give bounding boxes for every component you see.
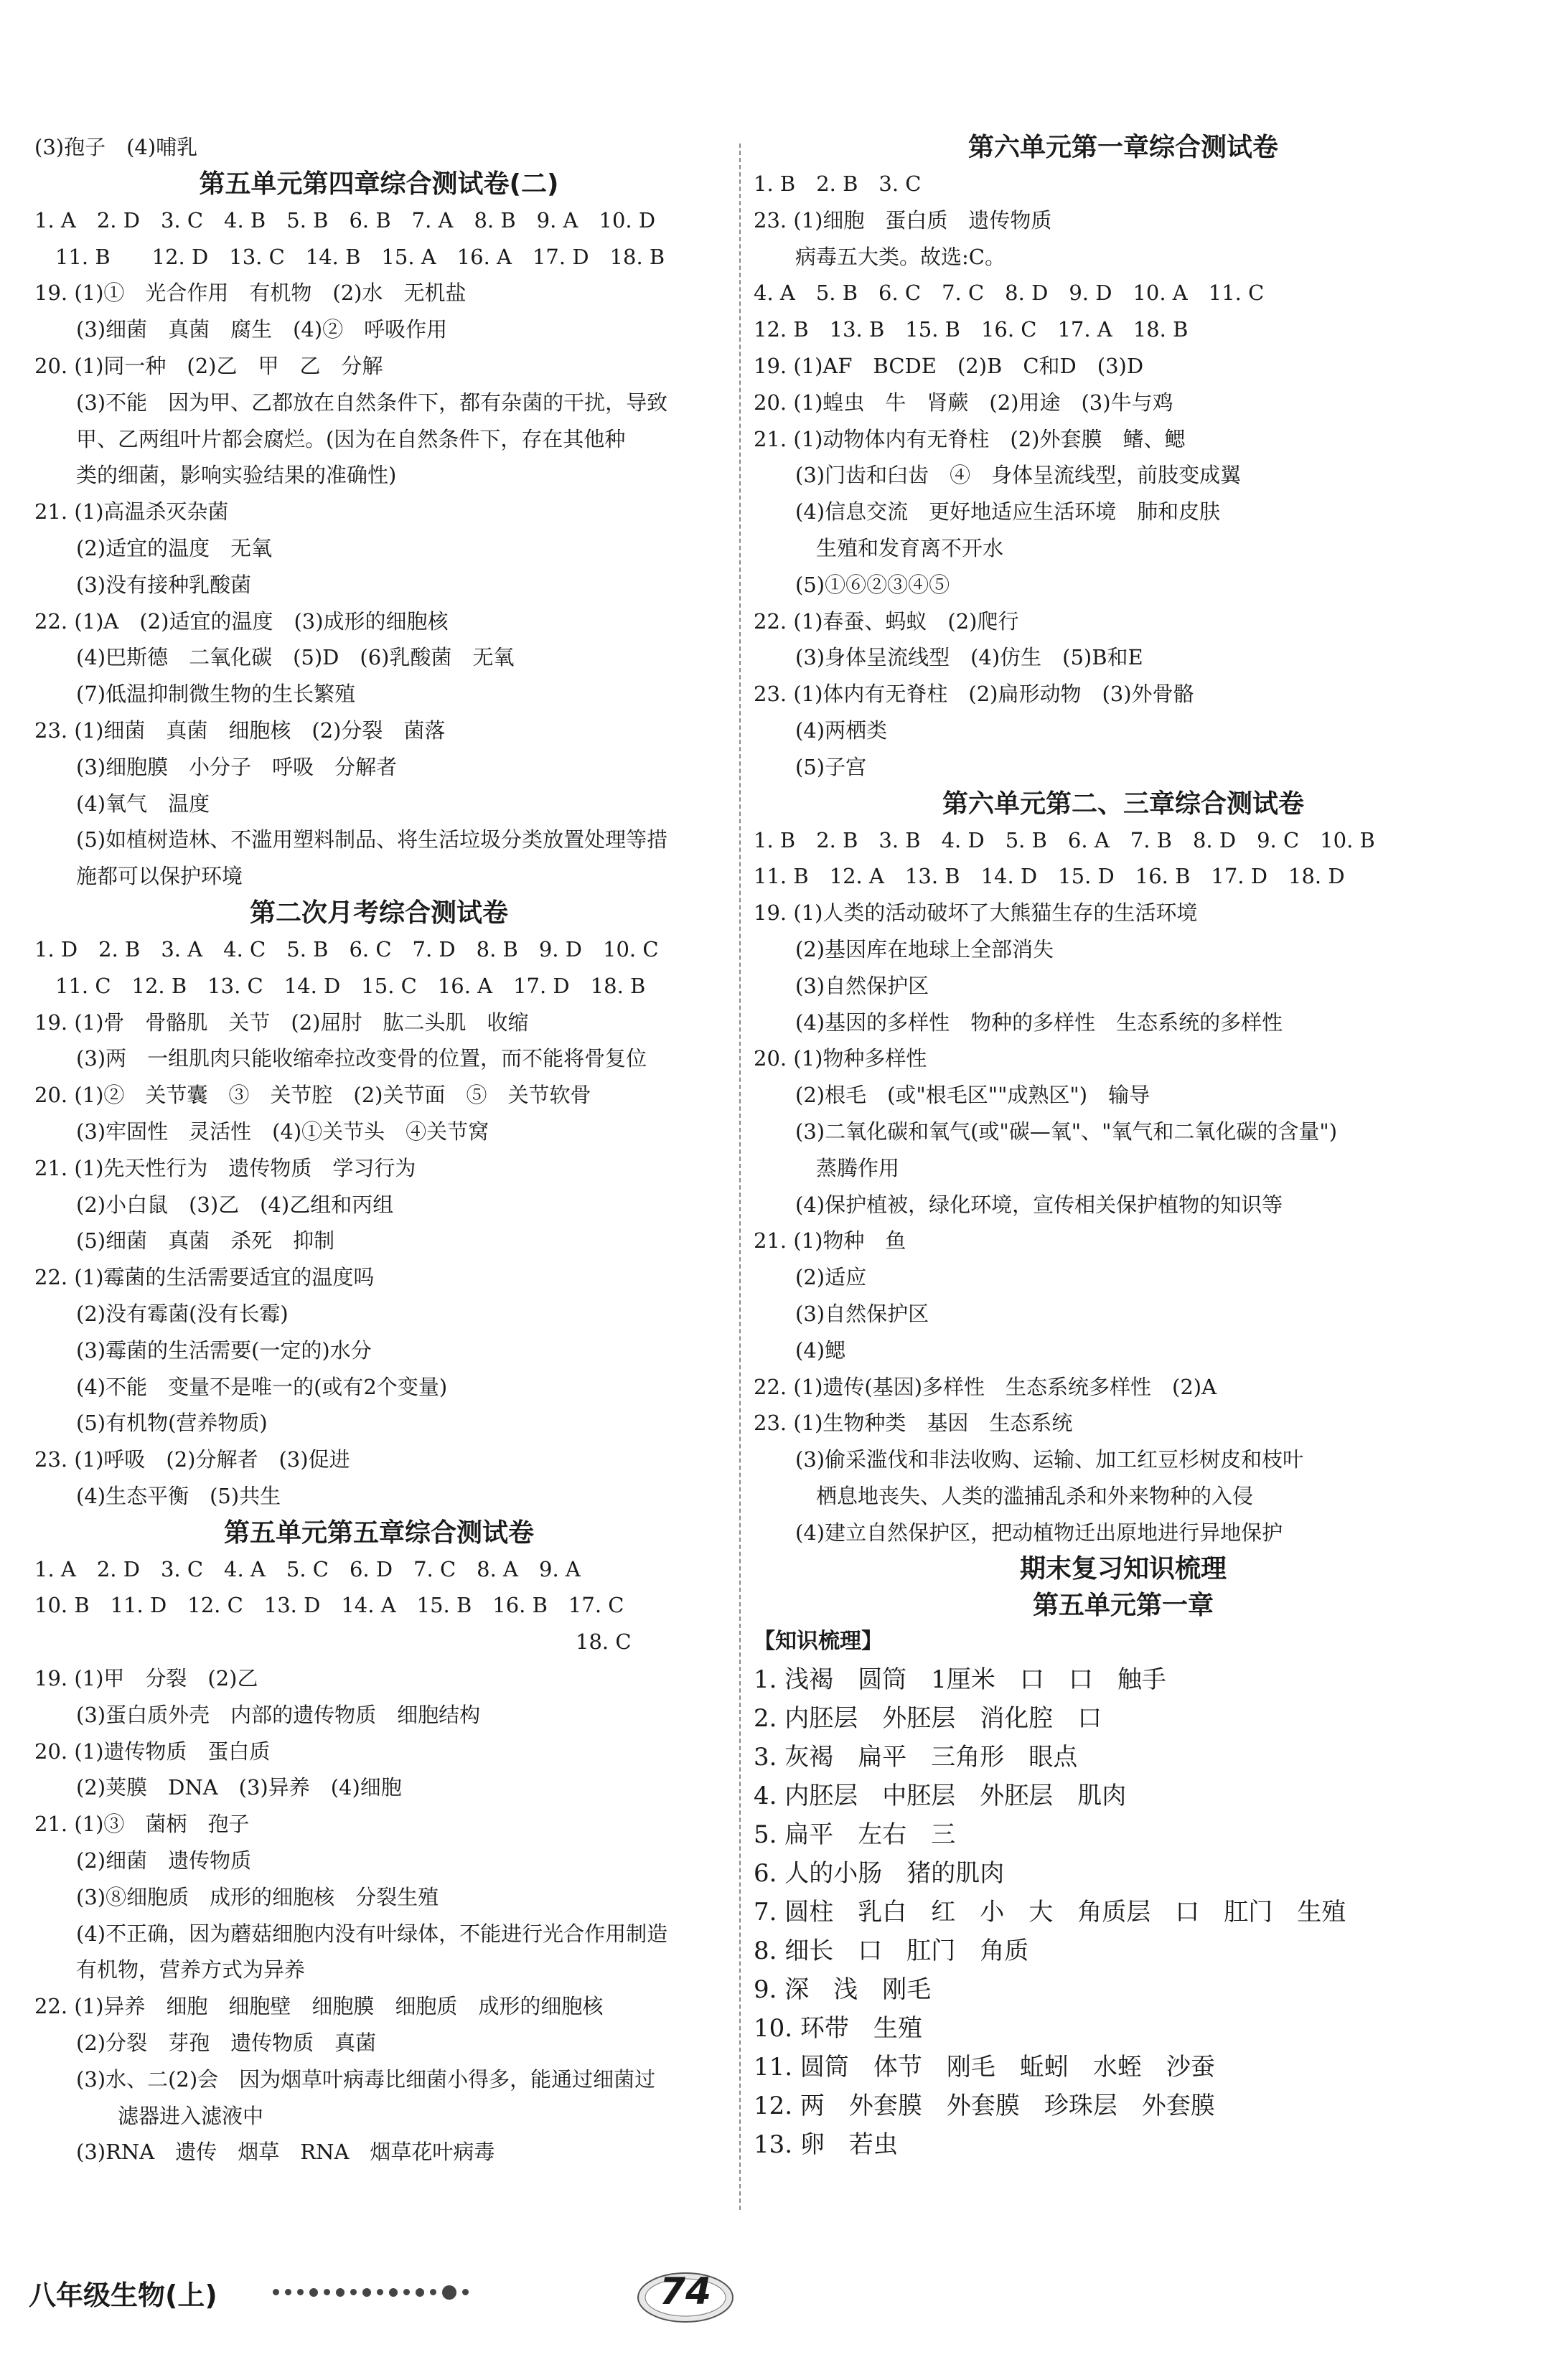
text-line: 22. (1)遗传(基因)多样性 生态系统多样性 (2)A	[754, 1374, 1217, 1399]
text-line: (3)牢固性 灵活性 (4)①关节头 ④关节窝	[34, 1119, 489, 1144]
text-line: 23. (1)细菌 真菌 细胞核 (2)分裂 菌落	[34, 718, 446, 743]
text-line: (5)子宫	[754, 754, 867, 779]
text-line: 4. A 5. B 6. C 7. C 8. D 9. D 10. A 11. C	[754, 281, 1265, 306]
text-line: (4)信息交流 更好地适应生活环境 肺和皮肤	[754, 499, 1221, 525]
text-line: 21. (1)动物体内有无脊柱 (2)外套膜 鳍、鳃	[754, 426, 1186, 451]
text-line: (2)根毛 (或"根毛区""成熟区") 输导	[754, 1083, 1150, 1108]
text-line: 1. B 2. B 3. B 4. D 5. B 6. A 7. B 8. D 9. C 10. B	[754, 827, 1375, 852]
text-line: (7)低温抑制微生物的生长繁殖	[34, 682, 356, 707]
text-line: 21. (1)先天性行为 遗传物质 学习行为	[34, 1155, 416, 1180]
text-line: 1. A 2. D 3. C 4. A 5. C 6. D 7. C 8. A 9. A	[34, 1556, 581, 1581]
text-line: (4)巴斯德 二氧化碳 (5)D (6)乳酸菌 无氧	[34, 645, 515, 670]
text-line: 23. (1)细胞 蛋白质 遗传物质	[754, 207, 1052, 232]
page-number: 74	[659, 2270, 712, 2313]
left-head	[34, 129, 723, 166]
text-line: 4. 内胚层 中胚层 外胚层 肌肉	[754, 1782, 1127, 1811]
text-line: 20. (1)蝗虫 牛 肾蕨 (2)用途 (3)牛与鸡	[754, 390, 1173, 415]
text-line: 20. (1)同一种 (2)乙 甲 乙 分解	[34, 353, 383, 378]
text-line: 类的细菌，影响实验结果的准确性)	[34, 463, 397, 488]
text-line: 8. 细长 口 肛门 角质	[754, 1937, 1029, 1966]
text-line: (4)两栖类	[754, 718, 888, 743]
text-line: 22. (1)A (2)适宜的温度 (3)成形的细胞核	[34, 608, 449, 634]
text-line: (2)小白鼠 (3)乙 (4)乙组和丙组	[34, 1192, 394, 1217]
text-line: 1. A 2. D 3. C 4. B 5. B 6. B 7. A 8. B 9. A 10. D	[34, 207, 656, 232]
text-line: 19. (1)人类的活动破坏了大熊猫生存的生活环境	[754, 900, 1198, 926]
text-line: 3. 灰褐 扁平 三角形 眼点	[754, 1743, 1078, 1772]
text-line: 1. D 2. B 3. A 4. C 5. B 6. C 7. D 8. B 9. D 10. C	[34, 936, 659, 961]
text-line: (5)①⑥②③④⑤	[754, 572, 950, 597]
text-line: 生殖和发育离不开水	[754, 535, 1004, 560]
text-line: (3)自然保护区	[754, 973, 929, 998]
section-title: 期末复习知识梳理	[1019, 1554, 1227, 1584]
section-title: 第二次月考综合测试卷	[249, 898, 508, 928]
text-line: 20. (1)遗传物质 蛋白质	[34, 1739, 271, 1764]
text-line: 1. 浅褐 圆筒 1厘米 口 口 触手	[754, 1665, 1166, 1695]
text-line: 2. 内胚层 外胚层 消化腔 口	[754, 1704, 1102, 1734]
text-line: (3)细菌 真菌 腐生 (4)② 呼吸作用	[34, 317, 448, 342]
section-title: 第五单元第五章综合测试卷	[223, 1518, 534, 1548]
decorative-dots	[273, 2285, 574, 2306]
text-line: (5)如植树造林、不滥用塑料制品、将生活垃圾分类放置处理等措	[34, 827, 668, 852]
text-line: (3)两 一组肌肉只能收缩牵拉改变骨的位置，而不能将骨复位	[34, 1046, 647, 1071]
text-line: (4)不正确，因为蘑菇细胞内没有叶绿体，不能进行光合作用制造	[34, 1921, 668, 1946]
text-line: (3)RNA 遗传 烟草 RNA 烟草花叶病毒	[34, 2140, 495, 2165]
section-body	[754, 166, 1493, 786]
section-body	[754, 1660, 1493, 2164]
section-body	[34, 1551, 723, 2171]
text-line: (4)保护植被，绿化环境，宣传相关保护植物的知识等	[754, 1192, 1283, 1217]
text-line: 19. (1)AF BCDE (2)B C和D (3)D	[754, 353, 1144, 378]
text-line: 病毒五大类。故选:C。	[754, 244, 1006, 269]
text-line: (2)没有霉菌(没有长霉)	[34, 1301, 289, 1326]
text-line: 10. B 11. D 12. C 13. D 14. A 15. B 16. B 17. C	[34, 1593, 624, 1618]
text-line: 22. (1)霉菌的生活需要适宜的温度吗	[34, 1265, 375, 1290]
text-line: (3)不能 因为甲、乙都放在自然条件下，都有杂菌的干扰，导致	[34, 390, 668, 415]
text-line: 12. 两 外套膜 外套膜 珍珠层 外套膜	[754, 2092, 1215, 2121]
text-line: (2)分裂 芽孢 遗传物质 真菌	[34, 2031, 377, 2056]
right-column	[754, 129, 1493, 2164]
section-body	[34, 931, 723, 1515]
text-line: (3)自然保护区	[754, 1301, 929, 1326]
knowledge-tag: 【知识梳理】	[754, 1629, 883, 1655]
text-line: 23. (1)生物种类 基因 生态系统	[754, 1411, 1073, 1436]
text-line: 22. (1)春蚕、蚂蚁 (2)爬行	[754, 608, 1019, 634]
text-line: (5)有机物(营养物质)	[34, 1411, 268, 1436]
text-line: 栖息地丧失、人类的滥捕乱杀和外来物种的入侵	[754, 1483, 1254, 1508]
text-line: (3)细胞膜 小分子 呼吸 分解者	[34, 754, 398, 779]
text-line: 滤器进入滤液中	[34, 2103, 264, 2128]
text-line: 19. (1)甲 分裂 (2)乙	[34, 1666, 258, 1691]
text-line: 6. 人的小肠 猪的肌肉	[754, 1859, 1005, 1889]
text-line: (2)基因库在地球上全部消失	[754, 936, 1054, 961]
text-line: (2)细菌 遗传物质	[34, 1848, 252, 1873]
text-line: 10. 环带 生殖	[754, 2014, 922, 2043]
text-line: (4)建立自然保护区，把动植物迁出原地进行异地保护	[754, 1520, 1283, 1545]
text-line: (3)孢子 (4)哺乳	[34, 135, 198, 159]
text-line: (3)⑧细胞质 成形的细胞核 分裂生殖	[34, 1884, 439, 1909]
text-line: (3)身体呈流线型 (4)仿生 (5)B和E	[754, 645, 1143, 670]
text-line: (4)生态平衡 (5)共生	[34, 1483, 281, 1508]
text-line: 11. C 12. B 13. C 14. D 15. C 16. A 17. D 18. B	[34, 973, 646, 998]
text-line: 23. (1)体内有无脊柱 (2)扁形动物 (3)外骨骼	[754, 682, 1194, 707]
text-line: 蒸腾作用	[754, 1155, 900, 1180]
text-line: (3)水、二(2)会 因为烟草叶病毒比细菌小得多，能通过细菌过	[34, 2066, 656, 2092]
section-title: 第五单元第四章综合测试卷(二)	[199, 169, 559, 199]
section-title: 第六单元第一章综合测试卷	[967, 133, 1278, 162]
text-line: (4)不能 变量不是唯一的(或有2个变量)	[34, 1374, 448, 1399]
text-line: 22. (1)异养 细胞 细胞壁 细胞膜 细胞质 成形的细胞核	[34, 1994, 604, 2019]
text-line: (2)适宜的温度 无氧	[34, 535, 273, 560]
section-subtitle: 第五单元第一章	[1032, 1591, 1214, 1621]
text-line: (3)偷采滥伐和非法收购、运输、加工红豆杉树皮和枝叶	[754, 1447, 1304, 1472]
text-line: (3)二氧化碳和氧气(或"碳—氧"、"氧气和二氧化碳的含量")	[754, 1119, 1338, 1144]
text-line: (4)鳃	[754, 1337, 846, 1363]
text-line: 19. (1)① 光合作用 有机物 (2)水 无机盐	[34, 281, 467, 306]
left-column	[34, 129, 723, 2170]
text-line: 1. B 2. B 3. C	[754, 171, 922, 196]
text-line: (3)门齿和臼齿 ④ 身体呈流线型，前肢变成翼	[754, 463, 1242, 488]
page-number-badge	[632, 2260, 739, 2332]
text-line: 9. 深 浅 刚毛	[754, 1975, 932, 2005]
text-line: 13. 卵 若虫	[754, 2130, 898, 2160]
text-line: 12. B 13. B 15. B 16. C 17. A 18. B	[754, 317, 1189, 342]
footer-title: 八年级生物(上)	[29, 2280, 217, 2311]
text-line: (2)荚膜 DNA (3)异养 (4)细胞	[34, 1775, 402, 1800]
section-body	[754, 822, 1493, 1551]
text-line: 11. 圆筒 体节 刚毛 蚯蚓 水蛭 沙蚕	[754, 2053, 1215, 2082]
page-footer	[0, 2260, 1556, 2346]
section-body	[34, 202, 723, 895]
text-line: 21. (1)高温杀灭杂菌	[34, 499, 229, 525]
text-line: (3)蛋白质外壳 内部的遗传物质 细胞结构	[34, 1702, 481, 1727]
column-divider	[739, 144, 741, 2210]
text-line: 甲、乙两组叶片都会腐烂。(因为在自然条件下，存在其他种	[34, 426, 626, 451]
text-line: 21. (1)③ 菌柄 孢子	[34, 1812, 250, 1837]
text-line: (5)细菌 真菌 杀死 抑制	[34, 1228, 335, 1254]
text-line: 20. (1)物种多样性	[754, 1046, 927, 1071]
text-line: (2)适应	[754, 1265, 867, 1290]
text-line: 5. 扁平 左右 三	[754, 1820, 956, 1850]
text-line: 23. (1)呼吸 (2)分解者 (3)促进	[34, 1447, 350, 1472]
section-title: 第六单元第二、三章综合测试卷	[942, 789, 1304, 819]
text-line: (4)基因的多样性 物种的多样性 生态系统的多样性	[754, 1010, 1283, 1035]
text-line: 施都可以保护环境	[34, 864, 243, 889]
text-line: 11. B 12. D 13. C 14. B 15. A 16. A 17. D 18. B	[34, 244, 665, 269]
text-line: 有机物，营养方式为异养	[34, 1957, 306, 1982]
text-line: 19. (1)骨 骨骼肌 关节 (2)屈肘 肱二头肌 收缩	[34, 1010, 529, 1035]
text-line: 11. B 12. A 13. B 14. D 15. D 16. B 17. D 18. D	[754, 864, 1345, 889]
text-line: 7. 圆柱 乳白 红 小 大 角质层 口 肛门 生殖	[754, 1898, 1346, 1927]
text-line: (3)没有接种乳酸菌	[34, 572, 252, 597]
text-line: (4)氧气 温度	[34, 791, 210, 816]
text-line: 20. (1)② 关节囊 ③ 关节腔 (2)关节面 ⑤ 关节软骨	[34, 1083, 591, 1108]
text-line: 18. C	[34, 1629, 632, 1655]
text-line: (3)霉菌的生活需要(一定的)水分	[34, 1337, 372, 1363]
text-line: 21. (1)物种 鱼	[754, 1228, 906, 1254]
